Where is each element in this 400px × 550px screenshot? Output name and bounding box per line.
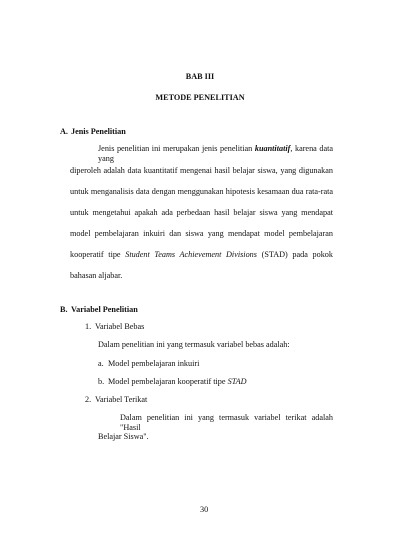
page-number: 30 — [200, 505, 209, 514]
section-a-heading — [60, 127, 126, 137]
section-b-heading — [60, 305, 138, 315]
section-b-letter: B. — [60, 305, 68, 314]
item-2-paragraph-line-1: Dalam penelitian ini yang termasuk variabel terikat adalah "Hasil — [120, 413, 333, 432]
section-a-line-5: model pembelajaran inkuiri dan siswa yang mendapat model pembelajaran — [70, 229, 333, 238]
item-2: 2. Variabel Terikat — [85, 395, 148, 404]
section-a-line-2: diperoleh adalah data kuantitatif mengenai hasil belajar siswa, yang digunakan — [70, 166, 333, 175]
chapter-subtitle: METODE PENELITIAN — [155, 93, 245, 102]
section-a-line-7: bahasan aljabar. — [70, 271, 123, 280]
section-a-line-3: untuk menganalisis data dengan menggunakan hipotesis kesamaan dua rata-rata — [70, 187, 333, 196]
section-a-title: Jenis Penelitian — [71, 127, 126, 136]
section-a-letter: A. — [60, 127, 68, 136]
section-a-line-4: untuk mengetahui apakah ada perbedaan hasil belajar siswa yang mendapat — [70, 208, 333, 217]
sub-item-a: a. Model pembelajaran inkuiri — [98, 359, 200, 368]
section-a-line-1: Jenis penelitian ini merupakan jenis penelitian kuantitatif, karena data yang — [98, 144, 334, 163]
item-1-intro: Dalam penelitian ini yang termasuk variabel bebas adalah: — [98, 340, 290, 349]
item-1: 1. Variabel Bebas — [85, 322, 145, 331]
item-2-paragraph-line-2: Belajar Siswa". — [98, 432, 149, 441]
section-b-title: Variabel Penelitian — [71, 305, 138, 314]
sub-item-b: b. Model pembelajaran kooperatif tipe STAD — [98, 377, 247, 386]
section-a-line-6: kooperatif tipe Student Teams Achievement Divisions (STAD) pada pokok — [70, 250, 333, 259]
chapter-title: BAB III — [185, 72, 215, 81]
